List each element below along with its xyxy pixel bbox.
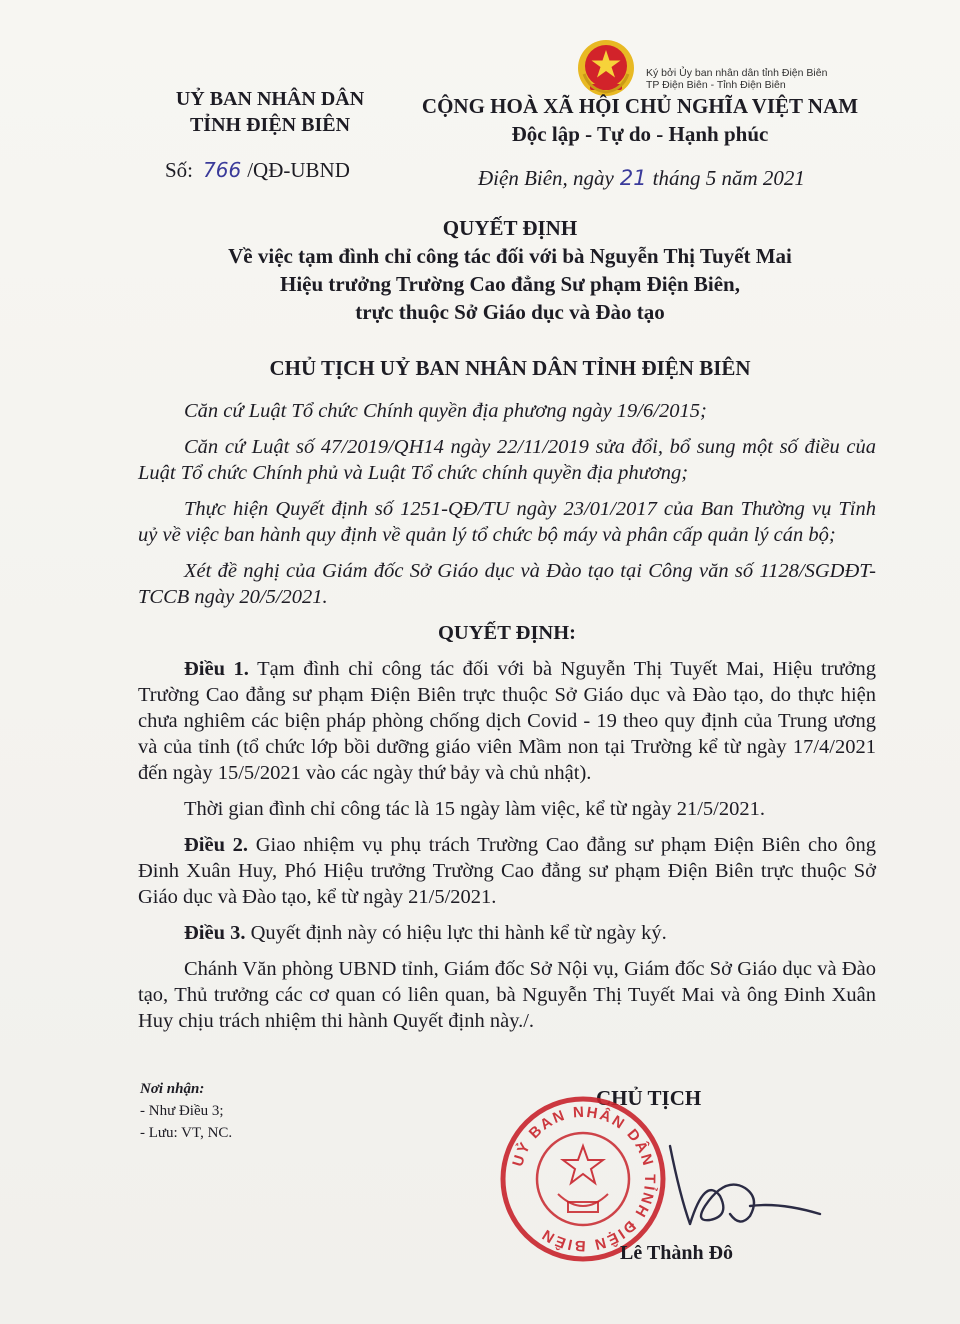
national-emblem-icon — [576, 38, 636, 98]
recipient-2: - Lưu: VT, NC. — [140, 1125, 233, 1141]
article-3 — [138, 920, 876, 946]
document-number-suffix: /QĐ-UBND — [247, 158, 350, 182]
recipients — [140, 1078, 232, 1144]
document-number-handwritten: 766 — [203, 158, 242, 182]
digital-signature-line1: Ký bởi Ủy ban nhân dân tỉnh Điện Biên — [646, 67, 828, 79]
handwritten-signature-icon — [650, 1136, 830, 1236]
article-2-label: Điều 2. — [184, 834, 249, 856]
decision-heading: QUYẾT ĐỊNH — [442, 216, 578, 240]
article-2 — [138, 832, 876, 910]
date-prefix: Điện Biên, ngày — [478, 166, 614, 190]
article-3-label: Điều 3. — [184, 922, 246, 944]
signer-position: CHỦ TỊCH — [596, 1086, 702, 1110]
date-suffix: tháng 5 năm 2021 — [652, 166, 805, 190]
document-number-label: Số: — [165, 158, 194, 182]
issuing-authority — [150, 86, 390, 138]
article-2-text: Giao nhiệm vụ phụ trách Trường Cao đẳng sư phạm Điện Biên cho ông Đinh Xuân Huy, Phó Hiệu trưởng Trường Cao đẳng sư phạm Điện Biên trực thuộc Sở Giáo dục và Đào tạo, kể từ ngày 21/5/2021. — [138, 834, 877, 908]
execution-clause: Chánh Văn phòng UBND tỉnh, Giám đốc Sở Nội vụ, Giám đốc Sở Giáo dục và Đào tạo, Thủ trưởng các cơ quan có liên quan, bà Nguyễn Thị Tuyết Mai và ông Đinh Xuân Huy chịu trách nhiệm thi hành Quyết định này./. — [138, 958, 876, 1032]
legal-basis-4: Xét đề nghị của Giám đốc Sở Giáo dục và Đào tạo tại Công văn số 1128/SGDĐT-TCCB ngày 20/5/2021. — [138, 560, 876, 608]
issuing-authority-line2: TỈNH ĐIỆN BIÊN — [189, 114, 351, 136]
issuing-authority-line1: UỶ BAN NHÂN DÂN — [175, 88, 365, 110]
authority-heading: CHỦ TỊCH UỶ BAN NHÂN DÂN TỈNH ĐIỆN BIÊN — [269, 356, 751, 380]
national-motto — [400, 92, 880, 148]
article-3-text: Quyết định này có hiệu lực thi hành kể từ ngày ký. — [250, 922, 667, 944]
document-body — [138, 398, 876, 1044]
article-1 — [138, 656, 876, 786]
decision-subject-line2: Hiệu trưởng Trường Cao đẳng Sư phạm Điện Biên, — [280, 272, 740, 296]
nation-name: CỘNG HOÀ XÃ HỘI CHỦ NGHĨA VIỆT NAM — [421, 94, 859, 118]
article-1-label: Điều 1. — [184, 658, 249, 680]
signer-name: Lê Thành Đô — [620, 1242, 734, 1264]
legal-basis-1: Căn cứ Luật Tổ chức Chính quyền địa phương ngày 19/6/2015; — [184, 400, 707, 422]
legal-basis-3: Thực hiện Quyết định số 1251-QĐ/TU ngày 23/01/2017 của Ban Thường vụ Tỉnh uỷ về việc ban hành quy định về quản lý tổ chức bộ máy và phân cấp quản lý cán bộ; — [138, 498, 876, 546]
seal-text: UỶ BAN NHÂN DÂN TỈNH ĐIỆN BIÊN — [509, 1103, 659, 1255]
recipient-1: - Như Điều 3; — [140, 1103, 224, 1119]
decides-heading: QUYẾT ĐỊNH: — [437, 622, 576, 644]
digital-signature-line2: TP Điện Biên - Tỉnh Điện Biên — [646, 79, 786, 91]
official-seal-icon — [498, 1094, 668, 1264]
digital-signature-note — [646, 67, 827, 91]
article-1-duration: Thời gian đình chỉ công tác là 15 ngày làm việc, kể từ ngày 21/5/2021. — [184, 798, 766, 820]
motto: Độc lập - Tự do - Hạnh phúc — [511, 122, 769, 146]
svg-text:UỶ BAN NHÂN DÂN TỈNH ĐIỆN BIÊN — [509, 1104, 658, 1255]
document-number — [165, 158, 350, 183]
decision-title — [130, 214, 890, 326]
article-1-text: Tạm đình chỉ công tác đối với bà Nguyễn Thị Tuyết Mai, Hiệu trưởng Trường Cao đẳng sư phạm Điện Biên trực thuộc Sở Giáo dục và Đào tạo, do thực hiện chưa nghiêm các biện pháp phòng chống dịch Covid - 19 theo quy định của Trung ương và của tỉnh (tổ chức lớp bồi dưỡng giáo viên Mầm non tại Trường kể từ ngày 17/4/2021 đến ngày 15/5/2021 vào các ngày thứ bảy và chủ nhật). — [138, 658, 877, 784]
recipients-label: Nơi nhận: — [140, 1081, 205, 1097]
legal-basis-2: Căn cứ Luật số 47/2019/QH14 ngày 22/11/2019 sửa đổi, bổ sung một số điều của Luật Tổ chức Chính phủ và Luật Tổ chức chính quyền địa phương; — [138, 436, 876, 484]
decision-subject-line1: Về việc tạm đình chỉ công tác đối với bà Nguyễn Thị Tuyết Mai — [228, 244, 792, 268]
date-day-handwritten: 21 — [619, 166, 647, 190]
document-date — [478, 166, 805, 191]
decision-subject-line3: trực thuộc Sở Giáo dục và Đào tạo — [355, 300, 665, 324]
